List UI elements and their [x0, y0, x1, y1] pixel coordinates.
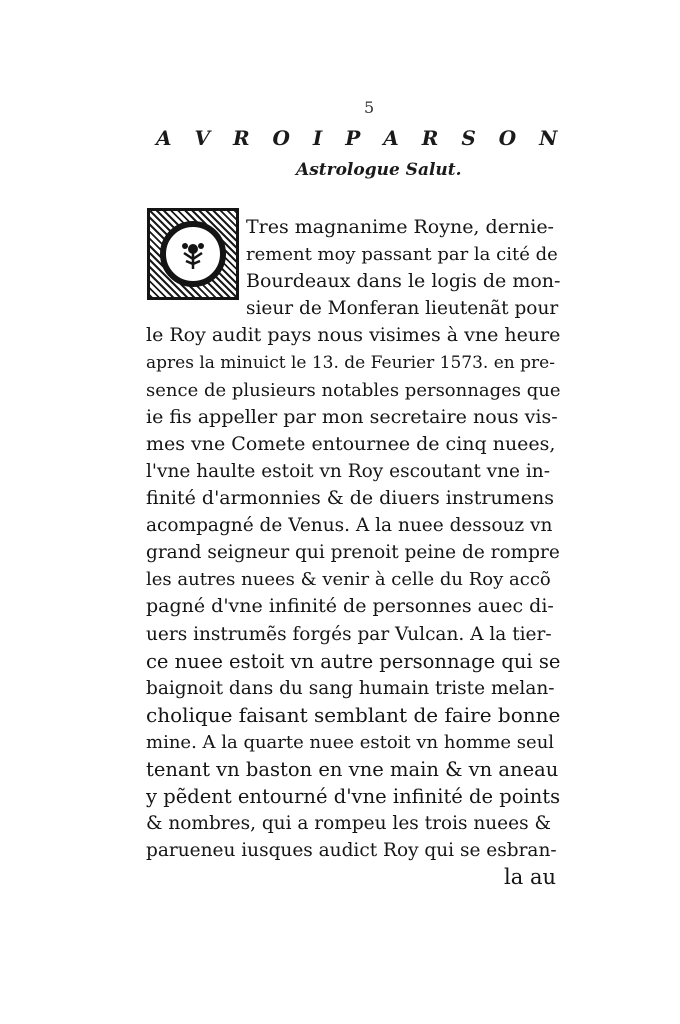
- running-heading: A V R O I P A R S O N: [156, 126, 566, 150]
- text-line: mine. A la quarte nuee estoit vn homme seul: [146, 731, 555, 753]
- text-line: finité d'armonnies & de diuers instrumens: [146, 487, 554, 509]
- text-line: baignoit dans du sang humain triste melan-: [146, 677, 555, 699]
- text-line: rement moy passant par la cité de: [246, 244, 558, 266]
- text-line: cholique faisant semblant de faire bonne: [146, 702, 561, 727]
- text-line: l'vne haulte estoit vn Roy escoutant vne in-: [146, 460, 550, 482]
- text-line: pagné d'vne infinité de personnes auec di-: [146, 595, 554, 618]
- text-line: parueneu iusques audict Roy qui se esbran-: [146, 840, 557, 862]
- initial-letter: [160, 221, 226, 287]
- text-line: uers instrumẽs forgés par Vulcan. A la tier-: [146, 623, 552, 645]
- text-line: sieur de Monferan lieutenãt pour: [246, 298, 559, 320]
- text-line: sence de plusieurs notables personnages que: [146, 379, 561, 401]
- text-line: mes vne Comete entournee de cinq nuees,: [146, 432, 556, 455]
- text-line: ce nuee estoit vn autre personnage qui se: [146, 649, 561, 673]
- text-line: Bourdeaux dans le logis de mon-: [246, 270, 561, 293]
- catchword: la au: [504, 865, 556, 890]
- text-line: grand seigneur qui prenoit peine de rompre: [146, 542, 560, 564]
- text-line: apres la minuict le 13. de Feurier 1573. en pre-: [146, 352, 555, 373]
- text-line: acompagné de Venus. A la nuee dessouz vn: [146, 515, 553, 537]
- text-line: & nombres, qui a rompeu les trois nuees &: [146, 813, 551, 835]
- text-line: y pẽdent entourné d'vne infinité de points: [146, 785, 561, 809]
- text-line: tenant vn baston en vne main & vn aneau: [146, 758, 559, 781]
- signature-mark: 5: [364, 98, 375, 117]
- bleed-through-text-left: [156, 152, 286, 168]
- flower-ornament-icon: [176, 237, 210, 271]
- text-line: ie fis appeller par mon secretaire nous vis-: [146, 405, 558, 428]
- decorated-initial: [147, 208, 239, 300]
- text-line: Tres magnanime Royne, dernie-: [246, 216, 554, 238]
- text-line: les autres nuees & venir à celle du Roy accõ: [146, 569, 551, 591]
- text-line: le Roy audit pays nous visimes à vne heure: [146, 324, 561, 347]
- salutation-heading: Astrologue Salut.: [296, 160, 462, 180]
